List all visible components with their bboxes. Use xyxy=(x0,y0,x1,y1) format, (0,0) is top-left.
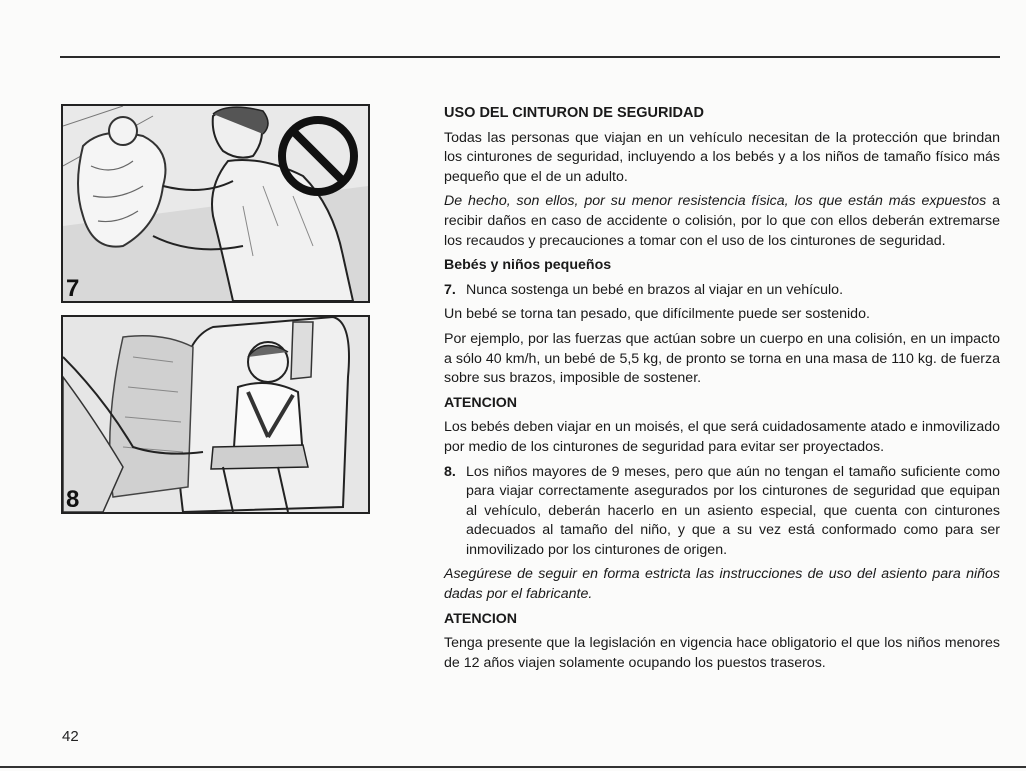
intro-italic-text: De hecho, son ellos, por su menor resistencia física, los que están más expuestos xyxy=(444,193,987,210)
attention-text: Tenga presente que la legislación en vigencia hace obligatorio el que los niños menores de 12 años viajen solamente ocupando los puestos traseros. xyxy=(444,635,1000,671)
attention-label: ATENCION xyxy=(444,610,518,627)
footer-rule xyxy=(0,766,1026,768)
intro-paragraph: Todas las personas que viajan en un vehículo necesitan de la protección que brindan los cinturones de seguridad, incluyendo a los bebés y a los niños de tamaño físico más pequeño que el de un adulto. xyxy=(444,129,1000,185)
child-in-safety-seat-illustration xyxy=(63,317,368,512)
figure-7 xyxy=(61,104,370,303)
item-paragraph: Por ejemplo, por las fuerzas que actúan sobre un cuerpo en una colisión, en un impacto a sólo 40 km/h, un bebé de 5,5 kg, de pronto se torna en una masa de 110 kg. de fuerza sobre sus brazos, imposible de sostener. xyxy=(444,330,1000,387)
subsection-title: Bebés y niños pequeños xyxy=(444,257,612,274)
figure-number: 8 xyxy=(66,486,80,513)
item-text: Nunca sostenga un bebé en brazos al viajar en un vehículo. xyxy=(466,281,844,298)
list-item xyxy=(444,281,1000,301)
page-number: 42 xyxy=(62,728,79,745)
intro-second-paragraph xyxy=(444,192,1000,251)
item-text: Los niños mayores de 9 meses, pero que aún no tengan el tamaño suficiente como para viajar correctamente asegurados por los cinturones de seguridad que equipan al vehículo, deberán hacerlo en un asiento especial, que cuenta con cinturones adecuados al tamaño del niño, y que a su vez está conformado como para ser inmovilizado por los cinturones de origen. xyxy=(466,463,1000,558)
header-rule xyxy=(60,56,1000,58)
item-number: 8. xyxy=(444,463,456,480)
list-item xyxy=(444,463,1000,561)
item-paragraph: Un bebé se torna tan pesado, que difícilmente puede ser sostenido. xyxy=(444,306,870,323)
item-number: 7. xyxy=(444,281,456,298)
adult-holding-baby-illustration xyxy=(63,106,368,301)
intro-rest-text: a recibir daños en caso de accidente o colisión, por lo que con ellos deberán extremarse los recaudos y precauciones a tomar con el uso de los cinturones de seguridad. xyxy=(444,193,1000,249)
figure-number: 7 xyxy=(66,275,80,302)
attention-text: Los bebés deben viajar en un moisés, el que será cuidadosamente atado e inmovilizado por medio de los cinturones de seguridad para evitar ser proyectados. xyxy=(444,419,1000,455)
figure-8 xyxy=(61,315,370,514)
item-italic-note: Asegúrese de seguir en forma estricta las instrucciones de uso del asiento para niños dadas por el fabricante. xyxy=(444,566,1000,603)
article-body xyxy=(444,104,1000,678)
section-title: USO DEL CINTURON DE SEGURIDAD xyxy=(444,105,704,121)
attention-label: ATENCION xyxy=(444,394,518,411)
